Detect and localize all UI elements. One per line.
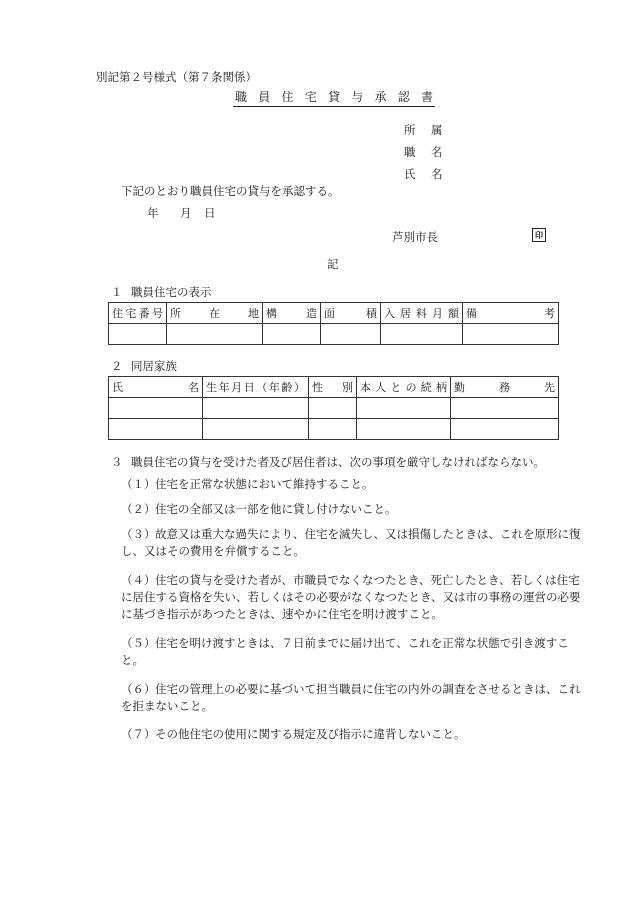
table-cell[interactable] [109, 419, 203, 440]
department-label: 所 属 [404, 123, 445, 137]
item-text: 住宅の全部又は一部を他に貸し付けないこと。 [155, 502, 397, 516]
col-name: 氏名 [109, 377, 203, 398]
section2-heading [111, 358, 177, 374]
list-item [121, 635, 581, 669]
ki-heading: 記 [327, 257, 339, 271]
item-number: （５） [121, 636, 156, 650]
item-number: （２） [121, 502, 156, 516]
section1-heading [111, 284, 212, 300]
table-cell[interactable] [167, 324, 263, 345]
item-text: 住宅の管理上の必要に基づいて担当職員に住宅の内外の調査をさせるときは、これを拒まないこと。 [121, 682, 581, 713]
table-cell[interactable] [463, 324, 559, 345]
list-item [121, 501, 397, 518]
date-day: 日 [204, 206, 216, 220]
date-year: 年 [147, 206, 159, 220]
section2-number: ２ [111, 359, 123, 373]
col-workplace: 勤務先 [451, 377, 559, 398]
table-cell[interactable] [109, 398, 203, 419]
list-item [121, 526, 581, 560]
table-cell[interactable] [203, 398, 309, 419]
item-number: （６） [121, 682, 156, 696]
table-cell[interactable] [263, 324, 321, 345]
section1-title: 職員住宅の表示 [131, 285, 212, 299]
table-cell[interactable] [451, 419, 559, 440]
family-table-header [109, 377, 559, 398]
table-row [109, 324, 559, 345]
table-cell[interactable] [381, 324, 463, 345]
item-text: 住宅を正常な状態において維持すること。 [155, 477, 374, 491]
col-location: 所在地 [167, 303, 263, 324]
housing-table-header [109, 303, 559, 324]
section3-title: 職員住宅の貸与を受けた者及び居住者は、次の事項を厳守しなければならない。 [131, 455, 545, 469]
col-housing-number: 住宅番号 [109, 303, 167, 324]
table-cell[interactable] [203, 419, 309, 440]
table-cell[interactable] [309, 398, 357, 419]
issuer: 芦別市長 [392, 230, 438, 244]
table-cell[interactable] [309, 419, 357, 440]
col-relationship: 本人との続柄 [357, 377, 451, 398]
col-birthdate: 生年月日（年齢） [203, 377, 309, 398]
form-number: 別記第２号様式（第７条関係） [96, 70, 257, 84]
intro-text: 下記のとおり職員住宅の貸与を承認する。 [121, 184, 340, 198]
col-remarks: 備考 [463, 303, 559, 324]
item-text: その他住宅の使用に関する規定及び指示に違背しないこと。 [155, 727, 466, 741]
section3-number: ３ [111, 455, 123, 469]
col-area: 面積 [321, 303, 381, 324]
table-cell[interactable] [109, 324, 167, 345]
date-month: 月 [180, 206, 192, 220]
table-row [109, 419, 559, 440]
section2-title: 同居家族 [131, 359, 177, 373]
name-label: 氏 名 [404, 167, 445, 181]
list-item [121, 476, 374, 493]
col-monthly-fee: 入居料月額 [381, 303, 463, 324]
item-number: （３） [121, 527, 156, 541]
list-item [121, 681, 581, 715]
section1-number: １ [111, 285, 123, 299]
table-cell[interactable] [321, 324, 381, 345]
document-title: 職員住宅貸与承認書 [233, 90, 435, 107]
list-item [121, 572, 581, 623]
position-label: 職 名 [404, 145, 445, 159]
family-table [108, 376, 559, 440]
item-text: 住宅を明け渡すときは、７日前までに届け出て、これを正常な状態で引き渡すこと。 [121, 636, 569, 667]
item-text: 故意又は重大な過失により、住宅を滅失し、又は損傷したときは、これを原形に復し、又はその費用を弁償すること。 [121, 527, 581, 558]
item-text: 住宅の貸与を受けた者が、市職員でなくなつたとき、死亡したとき、若しくは住宅に居住する資格を失い、若しくはその必要がなくなつたとき、又は市の事務の運営の必要に基づき指示があつたときは、速やかに住宅を明け渡すこと。 [121, 573, 581, 621]
table-cell[interactable] [357, 419, 451, 440]
table-cell[interactable] [451, 398, 559, 419]
table-row [109, 398, 559, 419]
seal-mark: 印 [532, 228, 546, 242]
table-cell[interactable] [357, 398, 451, 419]
housing-table [108, 302, 559, 345]
list-item [121, 726, 466, 743]
col-sex: 性別 [309, 377, 357, 398]
section3-heading [111, 454, 545, 470]
item-number: （７） [121, 727, 156, 741]
col-structure: 構造 [263, 303, 321, 324]
item-number: （１） [121, 477, 156, 491]
item-number: （４） [121, 573, 156, 587]
